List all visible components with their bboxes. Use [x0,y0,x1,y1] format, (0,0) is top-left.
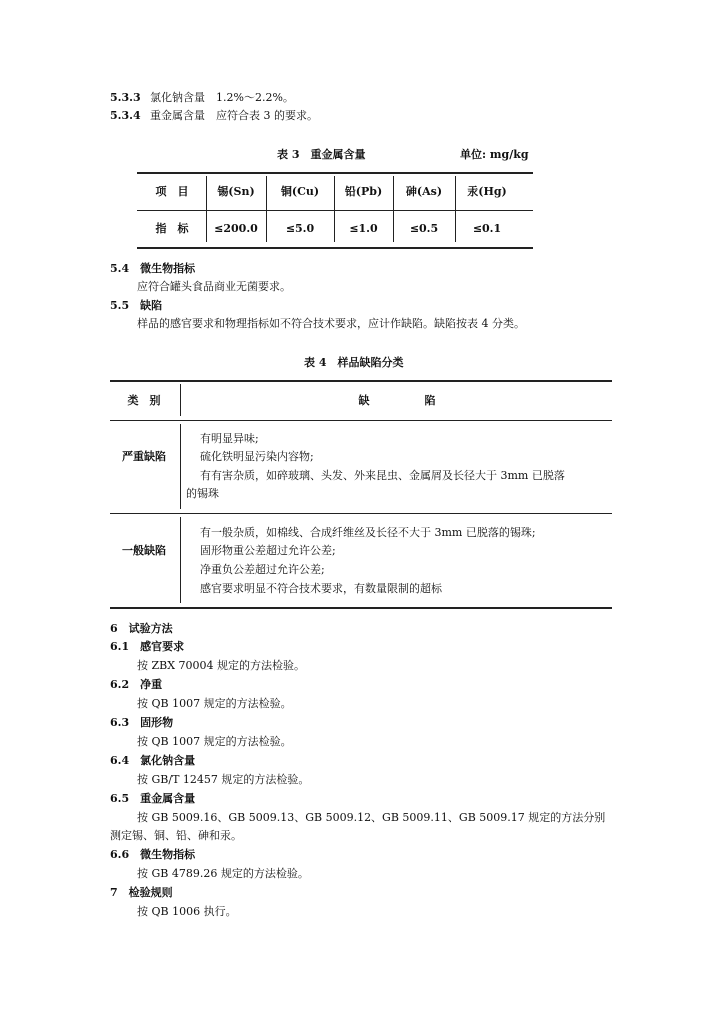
section-6-4-body: 按 GB/T 12457 规定的方法检验。 [137,773,310,786]
table3-bottom-rule [137,247,533,249]
section-7-heading: 7 检验规则 [110,886,173,899]
table4-serious-item: 有明显异味; [200,432,259,445]
table4-serious-item: 有有害杂质，如碎玻璃、头发、外来昆虫、金属屑及长径大于 3mm 已脱落 [200,469,565,482]
table3-header-cell: 项 目 [155,185,189,198]
table3-top-rule [137,172,533,174]
table3-cell: ≤0.1 [472,222,502,235]
table3-cell: 指 标 [155,222,189,235]
section-6-5-body-continued: 测定锡、铜、铅、砷和汞。 [110,829,242,842]
table3-header-cell: 砷(As) [405,185,443,198]
section-6-2-heading: 6.2 净重 [110,678,163,691]
section-6-2-body: 按 QB 1007 规定的方法检验。 [137,697,292,710]
table4-col-divider [180,517,181,603]
table4-general-item: 有一般杂质，如棉线、合成纤维丝及长径不大于 3mm 已脱落的锡珠; [200,526,536,539]
table4-mid-rule [110,420,612,421]
table3-header-cell: 铜(Cu) [280,185,320,198]
table4-header-category: 类 别 [127,394,161,407]
table4-bottom-rule [110,607,612,609]
table3-header-cell: 锡(Sn) [217,185,255,198]
section-6-5-body: 按 GB 5009.16、GB 5009.13、GB 5009.12、GB 5009.11、GB 5009.17 规定的方法分别 [137,811,606,824]
table4-header-defect: 缺 陷 [358,394,436,407]
table3-cell: ≤1.0 [349,222,378,235]
table3-header-cell: 铅(Pb) [344,185,383,198]
table4-col-divider [180,424,181,509]
section-5-4-body: 应符合罐头食品商业无菌要求。 [137,280,291,293]
table3-mid-rule [137,210,533,211]
clause-text: 氯化钠含量 1.2%～2.2%。 [150,91,294,104]
table4-general-label: 一般缺陷 [122,544,166,557]
table3-col-divider [206,176,207,242]
clause-5-3-4 [110,109,318,123]
table4-general-item: 感官要求明显不符合技术要求，有数量限制的超标 [200,582,442,595]
table3-col-divider [266,176,267,242]
table3-col-divider [455,176,456,242]
section-6-3-body: 按 QB 1007 规定的方法检验。 [137,735,292,748]
table3-col-divider [393,176,394,242]
section-6-6-body: 按 GB 4789.26 规定的方法检验。 [137,867,309,880]
table4-serious-item: 硫化铁明显污染内容物; [200,450,314,463]
section-6-3-heading: 6.3 固形物 [110,716,174,729]
table3-cell: ≤5.0 [285,222,315,235]
table4-serious-item: 的锡珠 [186,487,219,500]
table3-cell: ≤200.0 [214,222,258,235]
table4-mid-rule [110,513,612,514]
table4-serious-label: 严重缺陷 [122,450,166,463]
section-5-5-heading: 5.5 缺陷 [110,299,163,312]
section-6-1-body: 按 ZBX 70004 规定的方法检验。 [137,659,306,672]
clause-number: 5.3.4 [110,109,141,122]
section-6-5-heading: 6.5 重金属含量 [110,792,196,805]
section-6-1-heading: 6.1 感官要求 [110,640,185,653]
clause-5-3-3 [110,91,294,105]
table3-title: 表 3 重金属含量 [277,148,366,161]
table3-header-cell: 汞(Hg) [467,185,507,198]
table4-general-item: 净重负公差超过允许公差; [200,563,325,576]
section-5-4-heading: 5.4 微生物指标 [110,262,196,275]
table4-general-item: 固形物重公差超过允许公差; [200,544,336,557]
section-5-5-body: 样品的感官要求和物理指标如不符合技术要求，应计作缺陷。缺陷按表 4 分类。 [137,317,525,330]
section-7-body: 按 QB 1006 执行。 [137,905,237,918]
section-6-4-heading: 6.4 氯化钠含量 [110,754,196,767]
section-6-heading: 6 试验方法 [110,622,173,635]
clause-text: 重金属含量 应符合表 3 的要求。 [150,109,318,122]
table4-title: 表 4 样品缺陷分类 [304,356,404,369]
table3-cell: ≤0.5 [409,222,439,235]
section-6-6-heading: 6.6 微生物指标 [110,848,196,861]
table4-top-rule [110,380,612,382]
table3-col-divider [334,176,335,242]
table4-col-divider [180,384,181,416]
clause-number: 5.3.3 [110,91,141,104]
table3-unit: 单位: mg/kg [460,148,529,161]
